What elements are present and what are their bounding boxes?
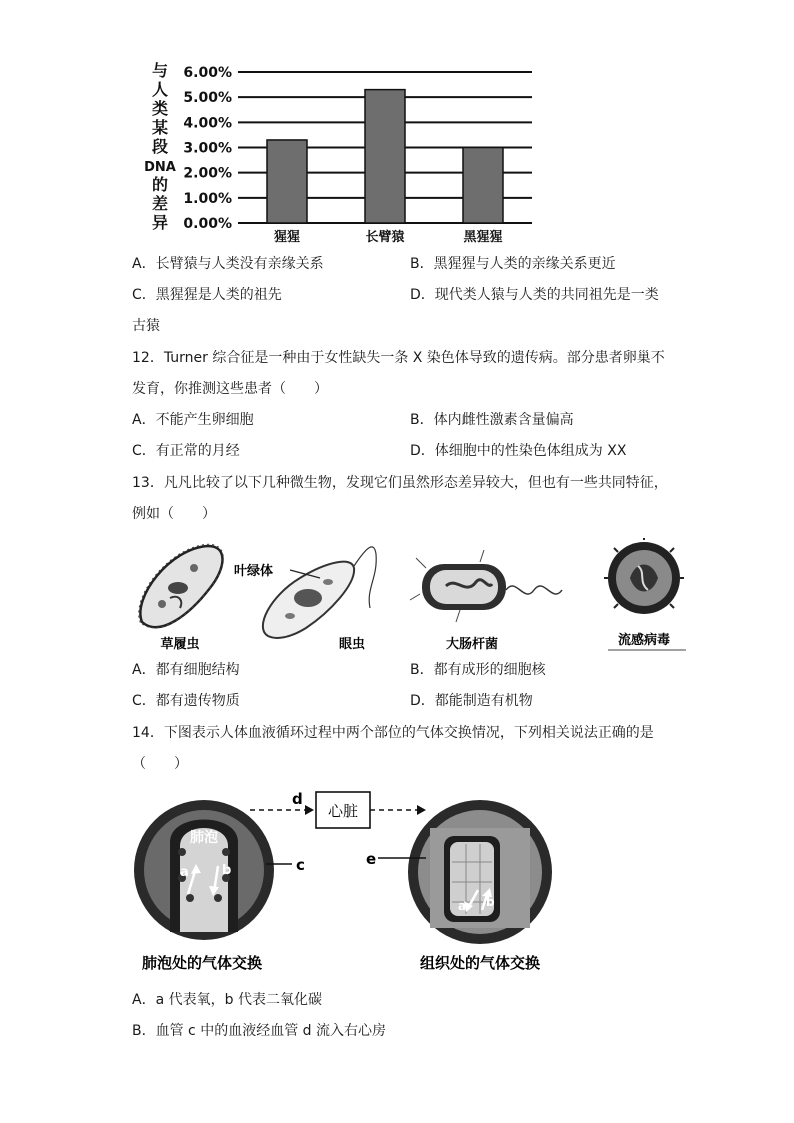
label-euglena: 眼虫 <box>338 637 366 652</box>
q13-option-a[interactable]: A．都有细胞结构 <box>132 662 240 678</box>
bar <box>267 140 307 223</box>
y-axis-label-char: 段 <box>151 137 169 156</box>
q13-option-d[interactable]: D．都能制造有机物 <box>410 693 533 709</box>
y-tick-label: 3.00% <box>183 140 232 157</box>
q12-option-b[interactable]: B．体内雌性激素含量偏高 <box>410 412 574 428</box>
y-tick-label: 4.00% <box>183 115 232 132</box>
label-paramecium: 草履虫 <box>160 637 200 652</box>
y-tick-label: 1.00% <box>183 190 232 207</box>
q12-stem-line2: 发育，你推测这些患者（ ） <box>132 381 328 397</box>
q14-option-b[interactable]: B．血管 c 中的血液经血管 d 流入右心房 <box>132 1023 386 1039</box>
label-ecoli: 大肠杆菌 <box>445 637 499 652</box>
caption-alveolus-exchange: 肺泡处的气体交换 <box>141 954 263 972</box>
q11-option-d-continuation: 古猿 <box>132 318 160 334</box>
q12-option-a[interactable]: A．不能产生卵细胞 <box>132 412 254 428</box>
y-tick-label: 0.00% <box>183 216 232 232</box>
q13-stem-line1: 13．凡凡比较了以下几种微生物，发现它们虽然形态差异较大，但也有一些共同特征， <box>132 475 668 491</box>
vessel-d-label: d <box>292 790 303 808</box>
microorganisms-figure <box>130 538 690 652</box>
y-tick-label: 5.00% <box>183 90 232 107</box>
dna-difference-chart <box>140 58 540 250</box>
q11-option-c[interactable]: C．黑猩猩是人类的祖先 <box>132 287 282 303</box>
x-tick-label: 黑猩猩 <box>463 230 503 245</box>
q12-stem-line1: 12．Turner 综合征是一种由于女性缺失一条 X 染色体导致的遗传病。部分患者卵巢不 <box>132 350 665 366</box>
paramecium-image <box>139 544 224 628</box>
caption-tissue-exchange: 组织处的气体交换 <box>419 954 541 972</box>
vessel-c-label: c <box>296 856 305 874</box>
arrow-a-label-right: a <box>458 899 467 913</box>
q11-option-a[interactable]: A．长臂猿与人类没有亲缘关系 <box>132 256 324 272</box>
x-tick-label: 猩猩 <box>273 230 301 245</box>
x-tick-label: 长臂猿 <box>365 230 405 245</box>
arrow-a-label-left: a <box>180 865 189 880</box>
q13-stem-line2: 例如（ ） <box>132 506 216 522</box>
alveolus-circle <box>134 800 274 940</box>
arrow-b-label-right: b <box>486 895 495 909</box>
bar <box>365 90 405 223</box>
vessel-e-label: e <box>366 850 377 868</box>
label-influenza-virus: 流感病毒 <box>617 633 671 648</box>
y-axis-label-char: DNA <box>144 160 176 175</box>
influenza-virus-image <box>604 538 684 614</box>
ecoli-image <box>410 550 562 622</box>
y-tick-label: 6.00% <box>183 65 232 81</box>
q13-option-c[interactable]: C．都有遗传物质 <box>132 693 240 709</box>
y-axis-label-char: 的 <box>151 175 169 194</box>
q14-option-a[interactable]: A．a 代表氧，b 代表二氧化碳 <box>132 992 322 1008</box>
euglena-image <box>263 547 376 638</box>
gas-exchange-diagram <box>130 782 560 982</box>
q12-option-c[interactable]: C．有正常的月经 <box>132 443 240 459</box>
chart-svg <box>140 58 540 250</box>
bar <box>463 148 503 224</box>
q14-stem-line2: （ ） <box>132 756 188 772</box>
y-tick-label: 2.00% <box>183 165 232 182</box>
heart-label: 心脏 <box>327 802 359 820</box>
q14-stem-line1: 14．下图表示人体血液循环过程中两个部位的气体交换情况，下列相关说法正确的是 <box>132 725 654 741</box>
label-chloroplast: 叶绿体 <box>234 564 274 579</box>
y-axis-label-char: 人 <box>151 80 169 99</box>
y-axis-label-char: 某 <box>151 118 169 137</box>
q13-option-b[interactable]: B．都有成形的细胞核 <box>410 662 546 678</box>
alveolus-label: 肺泡 <box>190 830 218 846</box>
q11-option-d[interactable]: D．现代类人猿与人类的共同祖先是一类 <box>410 287 659 303</box>
tissue-circle <box>408 800 552 944</box>
arrow-b-label-left: b <box>222 863 232 878</box>
y-axis-label-char: 与 <box>151 61 169 80</box>
y-axis-label-char: 异 <box>151 213 169 232</box>
y-axis-label-char: 差 <box>151 194 169 213</box>
q12-option-d[interactable]: D．体细胞中的性染色体组成为 XX <box>410 443 627 459</box>
q11-option-b[interactable]: B．黑猩猩与人类的亲缘关系更近 <box>410 256 616 272</box>
y-axis-label-char: 类 <box>151 99 169 118</box>
